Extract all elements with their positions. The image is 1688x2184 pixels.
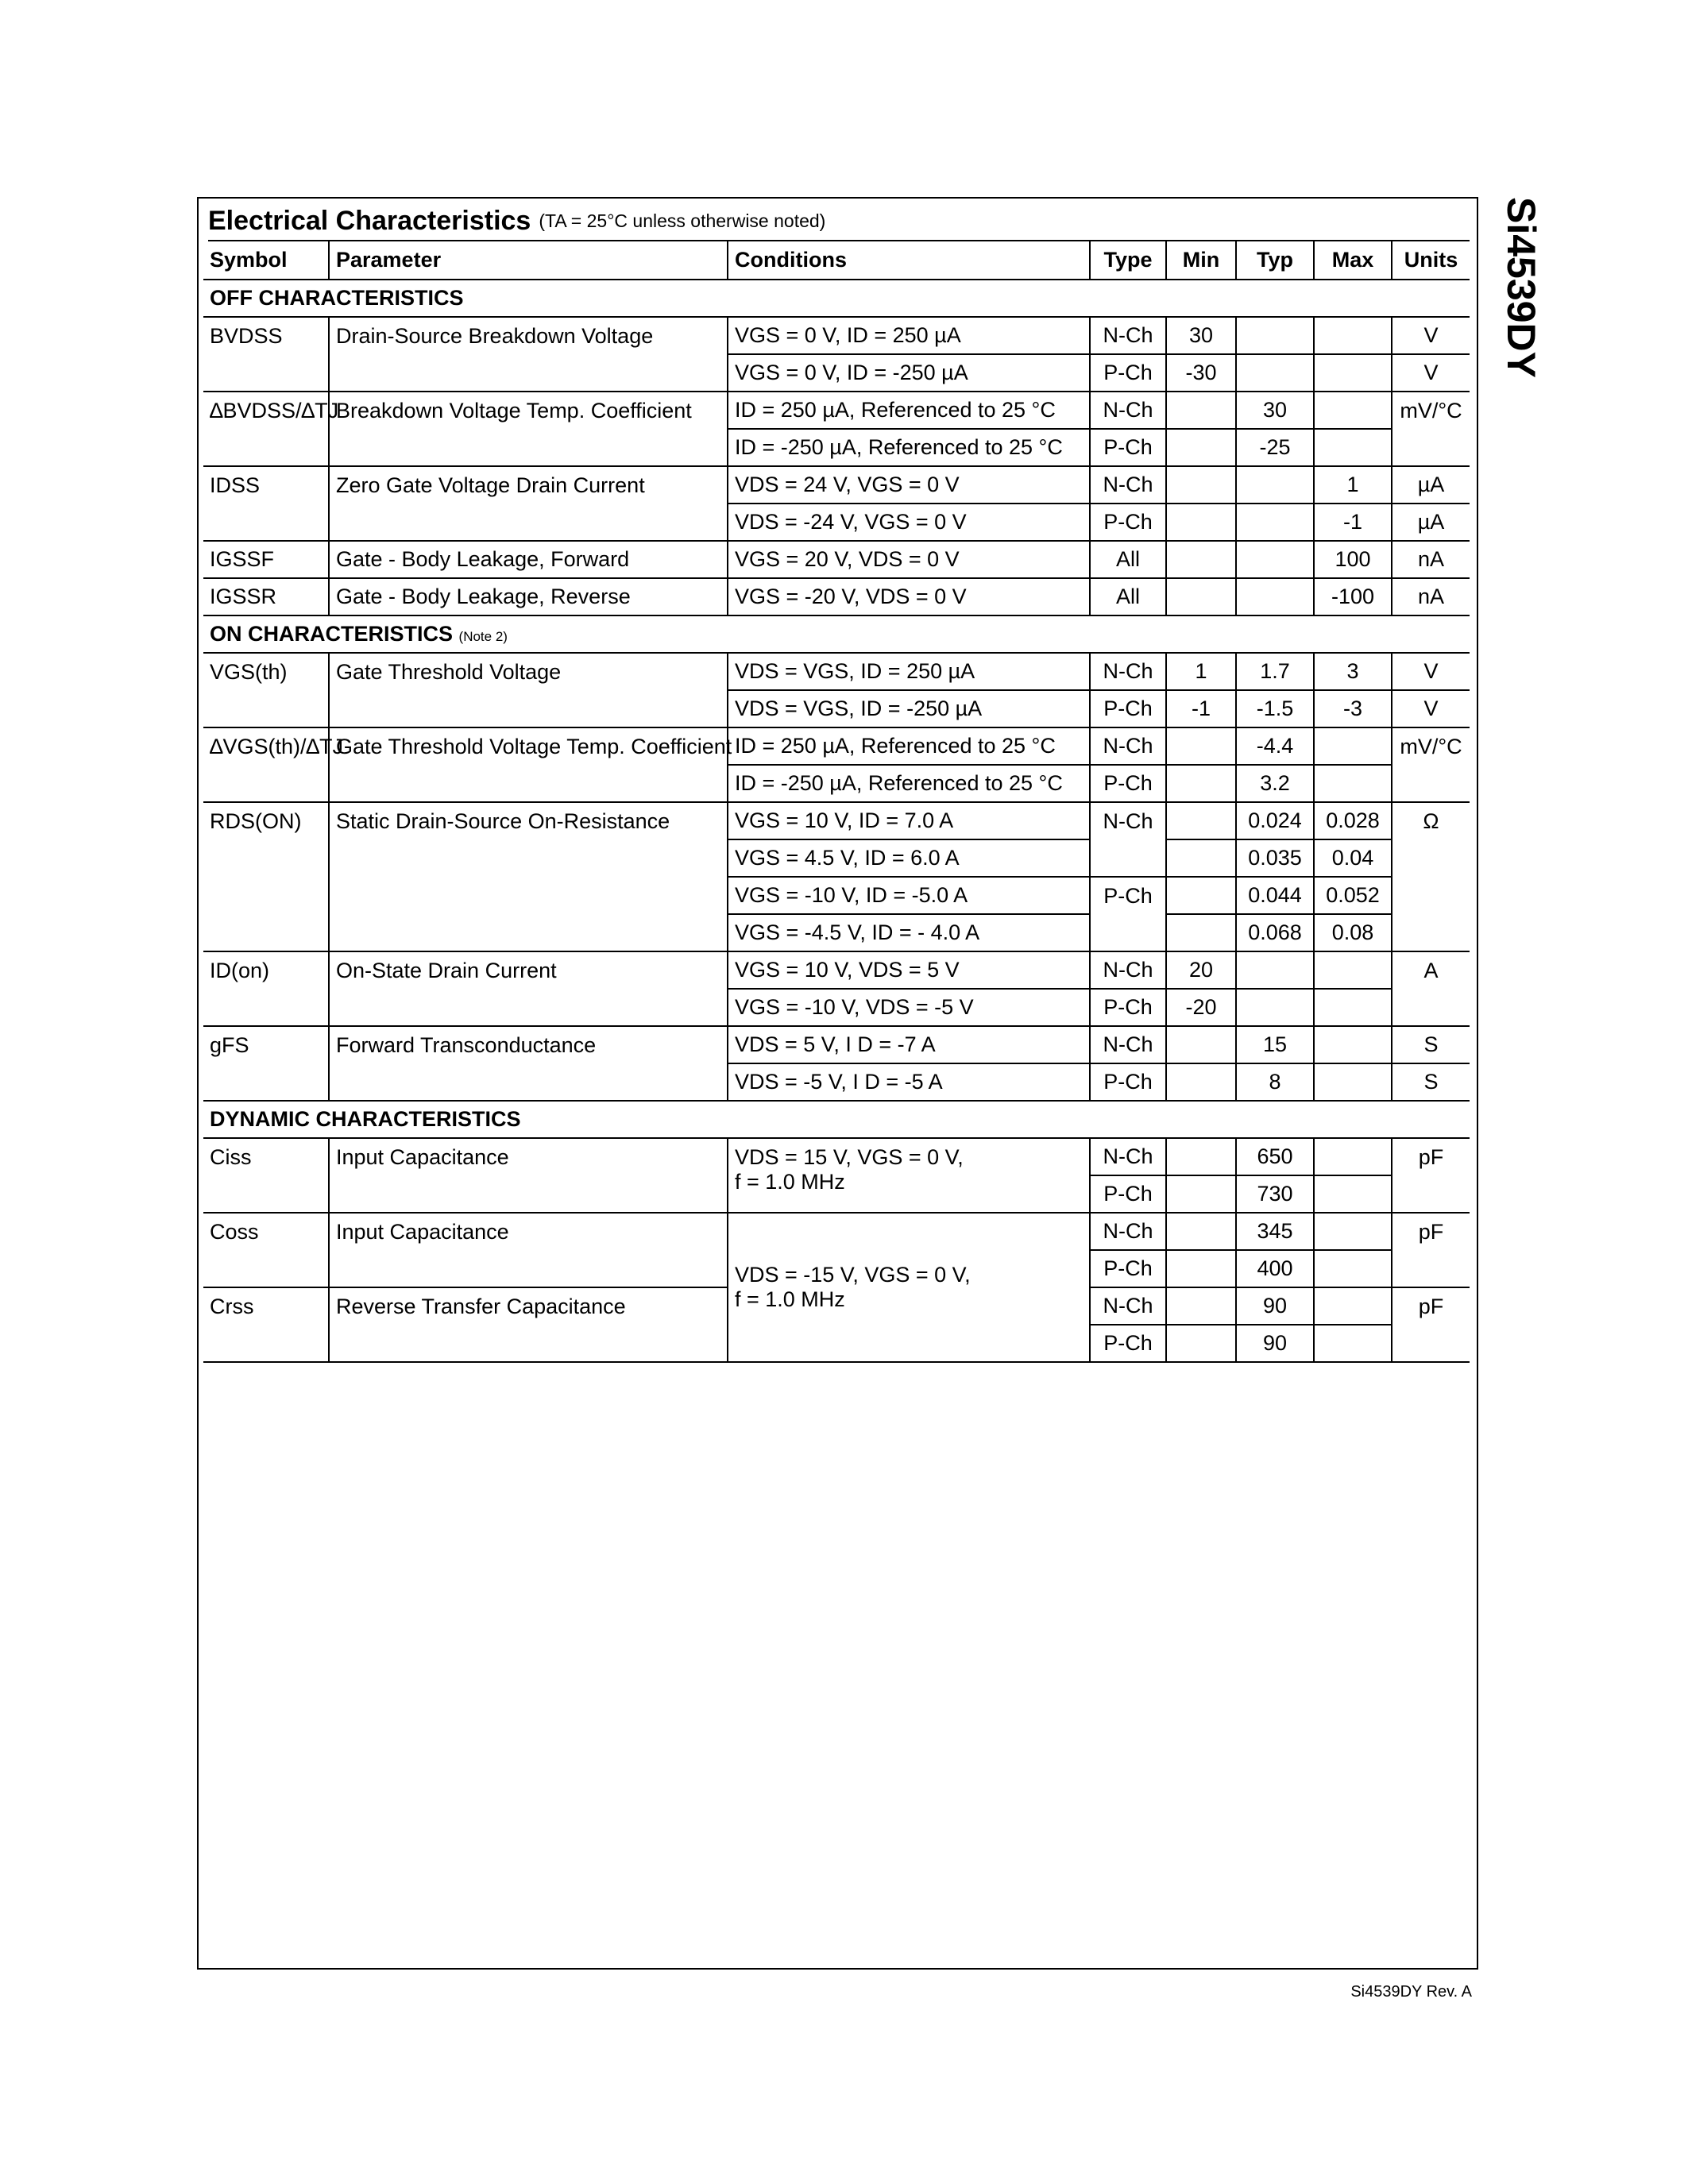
- min-cell: -1: [1166, 690, 1236, 727]
- col-symbol: Symbol: [203, 241, 329, 280]
- parameter-cell: Gate Threshold Voltage Temp. Coefficient: [329, 727, 728, 802]
- typ-cell: 90: [1236, 1325, 1314, 1362]
- table-row: [203, 653, 1470, 690]
- table-row: [203, 578, 1470, 615]
- col-conditions: Conditions: [728, 241, 1090, 280]
- conditions-cell: VDS = VGS, ID = -250 µA: [728, 690, 1090, 727]
- symbol-cell: Crss: [203, 1287, 329, 1362]
- units-cell: V: [1392, 653, 1470, 690]
- conditions-cell: ID = 250 µA, Referenced to 25 °C: [728, 727, 1090, 765]
- typ-cell: [1236, 354, 1314, 392]
- typ-cell: 0.024: [1236, 802, 1314, 839]
- min-cell: 30: [1166, 317, 1236, 354]
- symbol-cell: Coss: [203, 1213, 329, 1287]
- min-cell: [1166, 1287, 1236, 1325]
- conditions-line: f = 1.0 MHz: [735, 1287, 845, 1311]
- table-heading: [208, 202, 1470, 241]
- revision-footer: Si4539DY Rev. A: [1350, 1983, 1472, 2001]
- typ-cell: 8: [1236, 1063, 1314, 1101]
- max-cell: [1314, 1250, 1392, 1287]
- col-typ: Typ: [1236, 241, 1314, 280]
- section-row: [203, 615, 1470, 653]
- typ-cell: 3.2: [1236, 765, 1314, 802]
- units-cell: nA: [1392, 578, 1470, 615]
- table-row: [203, 802, 1470, 839]
- typ-cell: [1236, 989, 1314, 1026]
- min-cell: [1166, 504, 1236, 541]
- conditions-cell: VGS = -20 V, VDS = 0 V: [728, 578, 1090, 615]
- parameter-cell: Forward Transconductance: [329, 1026, 728, 1101]
- parameter-cell: Static Drain-Source On-Resistance: [329, 802, 728, 951]
- units-cell: µA: [1392, 504, 1470, 541]
- max-cell: [1314, 317, 1392, 354]
- typ-cell: [1236, 504, 1314, 541]
- min-cell: [1166, 392, 1236, 429]
- symbol-cell: ID(on): [203, 951, 329, 1026]
- type-cell: N-Ch: [1090, 1138, 1166, 1175]
- min-cell: [1166, 1250, 1236, 1287]
- min-cell: [1166, 578, 1236, 615]
- section-row: [203, 280, 1470, 317]
- min-cell: -20: [1166, 989, 1236, 1026]
- conditions-cell: VGS = 0 V, ID = 250 µA: [728, 317, 1090, 354]
- type-cell: P-Ch: [1090, 429, 1166, 466]
- type-cell: P-Ch: [1090, 765, 1166, 802]
- units-cell: pF: [1392, 1138, 1470, 1213]
- min-cell: [1166, 802, 1236, 839]
- type-cell: P-Ch: [1090, 1325, 1166, 1362]
- min-cell: [1166, 914, 1236, 951]
- type-cell: P-Ch: [1090, 1063, 1166, 1101]
- type-cell: N-Ch: [1090, 317, 1166, 354]
- type-cell: P-Ch: [1090, 1175, 1166, 1213]
- conditions-line: VDS = -15 V, VGS = 0 V,: [735, 1263, 971, 1287]
- min-cell: [1166, 1063, 1236, 1101]
- conditions-cell: VDS = 24 V, VGS = 0 V: [728, 466, 1090, 504]
- table-row: [203, 392, 1470, 429]
- conditions-cell: ID = -250 µA, Referenced to 25 °C: [728, 429, 1090, 466]
- table-title: Electrical Characteristics: [208, 205, 531, 236]
- typ-cell: 345: [1236, 1213, 1314, 1250]
- max-cell: 3: [1314, 653, 1392, 690]
- conditions-line: VDS = 15 V, VGS = 0 V,: [735, 1145, 964, 1169]
- parameter-cell: On-State Drain Current: [329, 951, 728, 1026]
- max-cell: -3: [1314, 690, 1392, 727]
- max-cell: 1: [1314, 466, 1392, 504]
- min-cell: [1166, 1325, 1236, 1362]
- type-cell: P-Ch: [1090, 989, 1166, 1026]
- electrical-characteristics-table: [203, 241, 1470, 1363]
- parameter-cell: Reverse Transfer Capacitance: [329, 1287, 728, 1362]
- parameter-cell: Gate - Body Leakage, Forward: [329, 541, 728, 578]
- table-row: [203, 541, 1470, 578]
- units-cell: pF: [1392, 1213, 1470, 1287]
- min-cell: -30: [1166, 354, 1236, 392]
- min-cell: 20: [1166, 951, 1236, 989]
- symbol-cell: ∆VGS(th)/∆TJ: [203, 727, 329, 802]
- conditions-cell: ID = 250 µA, Referenced to 25 °C: [728, 392, 1090, 429]
- min-cell: [1166, 839, 1236, 877]
- type-cell: P-Ch: [1090, 1250, 1166, 1287]
- part-number-side-title: Si4539DY: [1499, 197, 1543, 378]
- conditions-cell: [728, 1213, 1090, 1362]
- units-cell: V: [1392, 690, 1470, 727]
- section-title-on-label: ON CHARACTERISTICS: [210, 622, 454, 646]
- type-cell: P-Ch: [1090, 354, 1166, 392]
- max-cell: -100: [1314, 578, 1392, 615]
- symbol-cell: RDS(ON): [203, 802, 329, 951]
- units-cell: S: [1392, 1063, 1470, 1101]
- typ-cell: 650: [1236, 1138, 1314, 1175]
- conditions-cell: VGS = -10 V, ID = -5.0 A: [728, 877, 1090, 914]
- conditions-cell: ID = -250 µA, Referenced to 25 °C: [728, 765, 1090, 802]
- table-condition: (TA = 25°C unless otherwise noted): [539, 210, 826, 231]
- parameter-cell: Input Capacitance: [329, 1138, 728, 1213]
- units-cell: S: [1392, 1026, 1470, 1063]
- parameter-cell: Zero Gate Voltage Drain Current: [329, 466, 728, 541]
- max-cell: [1314, 989, 1392, 1026]
- col-parameter: Parameter: [329, 241, 728, 280]
- type-cell: P-Ch: [1090, 504, 1166, 541]
- units-cell: nA: [1392, 541, 1470, 578]
- table-row: [203, 1026, 1470, 1063]
- max-cell: [1314, 1026, 1392, 1063]
- symbol-cell: gFS: [203, 1026, 329, 1101]
- min-cell: [1166, 1026, 1236, 1063]
- units-cell: µA: [1392, 466, 1470, 504]
- typ-cell: -1.5: [1236, 690, 1314, 727]
- conditions-cell: VDS = -24 V, VGS = 0 V: [728, 504, 1090, 541]
- min-cell: [1166, 765, 1236, 802]
- max-cell: [1314, 1213, 1392, 1250]
- typ-cell: [1236, 951, 1314, 989]
- typ-cell: 400: [1236, 1250, 1314, 1287]
- max-cell: [1314, 765, 1392, 802]
- conditions-cell: VGS = 10 V, ID = 7.0 A: [728, 802, 1090, 839]
- parameter-cell: Gate Threshold Voltage: [329, 653, 728, 727]
- max-cell: 0.08: [1314, 914, 1392, 951]
- conditions-cell: VDS = 5 V, I D = -7 A: [728, 1026, 1090, 1063]
- max-cell: [1314, 1063, 1392, 1101]
- table-row: [203, 1213, 1470, 1250]
- min-cell: [1166, 466, 1236, 504]
- table-row: [203, 466, 1470, 504]
- col-max: Max: [1314, 241, 1392, 280]
- table-row: [203, 317, 1470, 354]
- conditions-cell: [728, 1138, 1090, 1213]
- max-cell: [1314, 1138, 1392, 1175]
- conditions-cell: VGS = 4.5 V, ID = 6.0 A: [728, 839, 1090, 877]
- section-row: [203, 1101, 1470, 1138]
- min-cell: [1166, 1213, 1236, 1250]
- max-cell: [1314, 1325, 1392, 1362]
- symbol-cell: ∆BVDSS/∆TJ: [203, 392, 329, 466]
- units-cell: mV/°C: [1392, 392, 1470, 466]
- typ-cell: [1236, 541, 1314, 578]
- units-cell: mV/°C: [1392, 727, 1470, 802]
- col-units: Units: [1392, 241, 1470, 280]
- type-cell: N-Ch: [1090, 466, 1166, 504]
- type-cell: N-Ch: [1090, 727, 1166, 765]
- section-title-off: OFF CHARACTERISTICS: [203, 280, 1470, 317]
- conditions-line: f = 1.0 MHz: [735, 1170, 845, 1194]
- section-title-dynamic: DYNAMIC CHARACTERISTICS: [203, 1101, 1470, 1138]
- conditions-cell: VGS = 10 V, VDS = 5 V: [728, 951, 1090, 989]
- typ-cell: 0.068: [1236, 914, 1314, 951]
- typ-cell: 0.044: [1236, 877, 1314, 914]
- typ-cell: 1.7: [1236, 653, 1314, 690]
- typ-cell: 730: [1236, 1175, 1314, 1213]
- min-cell: [1166, 541, 1236, 578]
- units-cell: V: [1392, 354, 1470, 392]
- symbol-cell: IGSSR: [203, 578, 329, 615]
- table-row: [203, 951, 1470, 989]
- type-cell: N-Ch: [1090, 392, 1166, 429]
- max-cell: [1314, 429, 1392, 466]
- typ-cell: [1236, 466, 1314, 504]
- table-row: [203, 727, 1470, 765]
- type-cell: N-Ch: [1090, 951, 1166, 989]
- conditions-cell: VDS = VGS, ID = 250 µA: [728, 653, 1090, 690]
- parameter-cell: Input Capacitance: [329, 1213, 728, 1287]
- parameter-cell: Drain-Source Breakdown Voltage: [329, 317, 728, 392]
- max-cell: 100: [1314, 541, 1392, 578]
- symbol-cell: IDSS: [203, 466, 329, 541]
- min-cell: [1166, 877, 1236, 914]
- table-row: [203, 1138, 1470, 1175]
- max-cell: [1314, 354, 1392, 392]
- parameter-cell: Breakdown Voltage Temp. Coefficient: [329, 392, 728, 466]
- type-cell: All: [1090, 541, 1166, 578]
- units-cell: Ω: [1392, 802, 1470, 951]
- type-cell: P-Ch: [1090, 877, 1166, 951]
- conditions-cell: VDS = -5 V, I D = -5 A: [728, 1063, 1090, 1101]
- parameter-cell: Gate - Body Leakage, Reverse: [329, 578, 728, 615]
- max-cell: [1314, 727, 1392, 765]
- type-cell: N-Ch: [1090, 1213, 1166, 1250]
- typ-cell: -25: [1236, 429, 1314, 466]
- type-cell: N-Ch: [1090, 802, 1166, 877]
- max-cell: [1314, 392, 1392, 429]
- typ-cell: [1236, 578, 1314, 615]
- min-cell: 1: [1166, 653, 1236, 690]
- units-cell: A: [1392, 951, 1470, 1026]
- type-cell: N-Ch: [1090, 1026, 1166, 1063]
- conditions-cell: VGS = 0 V, ID = -250 µA: [728, 354, 1090, 392]
- max-cell: 0.028: [1314, 802, 1392, 839]
- max-cell: 0.04: [1314, 839, 1392, 877]
- typ-cell: [1236, 317, 1314, 354]
- section-title-on: [203, 615, 1470, 653]
- typ-cell: 30: [1236, 392, 1314, 429]
- max-cell: [1314, 951, 1392, 989]
- header-row: [203, 241, 1470, 280]
- max-cell: -1: [1314, 504, 1392, 541]
- min-cell: [1166, 727, 1236, 765]
- conditions-cell: VGS = 20 V, VDS = 0 V: [728, 541, 1090, 578]
- units-cell: V: [1392, 317, 1470, 354]
- typ-cell: -4.4: [1236, 727, 1314, 765]
- units-cell: pF: [1392, 1287, 1470, 1362]
- symbol-cell: BVDSS: [203, 317, 329, 392]
- type-cell: N-Ch: [1090, 653, 1166, 690]
- typ-cell: 15: [1236, 1026, 1314, 1063]
- min-cell: [1166, 429, 1236, 466]
- max-cell: 0.052: [1314, 877, 1392, 914]
- col-type: Type: [1090, 241, 1166, 280]
- conditions-cell: VGS = -10 V, VDS = -5 V: [728, 989, 1090, 1026]
- section-note: (Note 2): [458, 629, 508, 644]
- min-cell: [1166, 1175, 1236, 1213]
- type-cell: N-Ch: [1090, 1287, 1166, 1325]
- col-min: Min: [1166, 241, 1236, 280]
- type-cell: All: [1090, 578, 1166, 615]
- symbol-cell: VGS(th): [203, 653, 329, 727]
- conditions-cell: VGS = -4.5 V, ID = - 4.0 A: [728, 914, 1090, 951]
- max-cell: [1314, 1287, 1392, 1325]
- symbol-cell: Ciss: [203, 1138, 329, 1213]
- symbol-cell: IGSSF: [203, 541, 329, 578]
- min-cell: [1166, 1138, 1236, 1175]
- typ-cell: 0.035: [1236, 839, 1314, 877]
- type-cell: P-Ch: [1090, 690, 1166, 727]
- typ-cell: 90: [1236, 1287, 1314, 1325]
- max-cell: [1314, 1175, 1392, 1213]
